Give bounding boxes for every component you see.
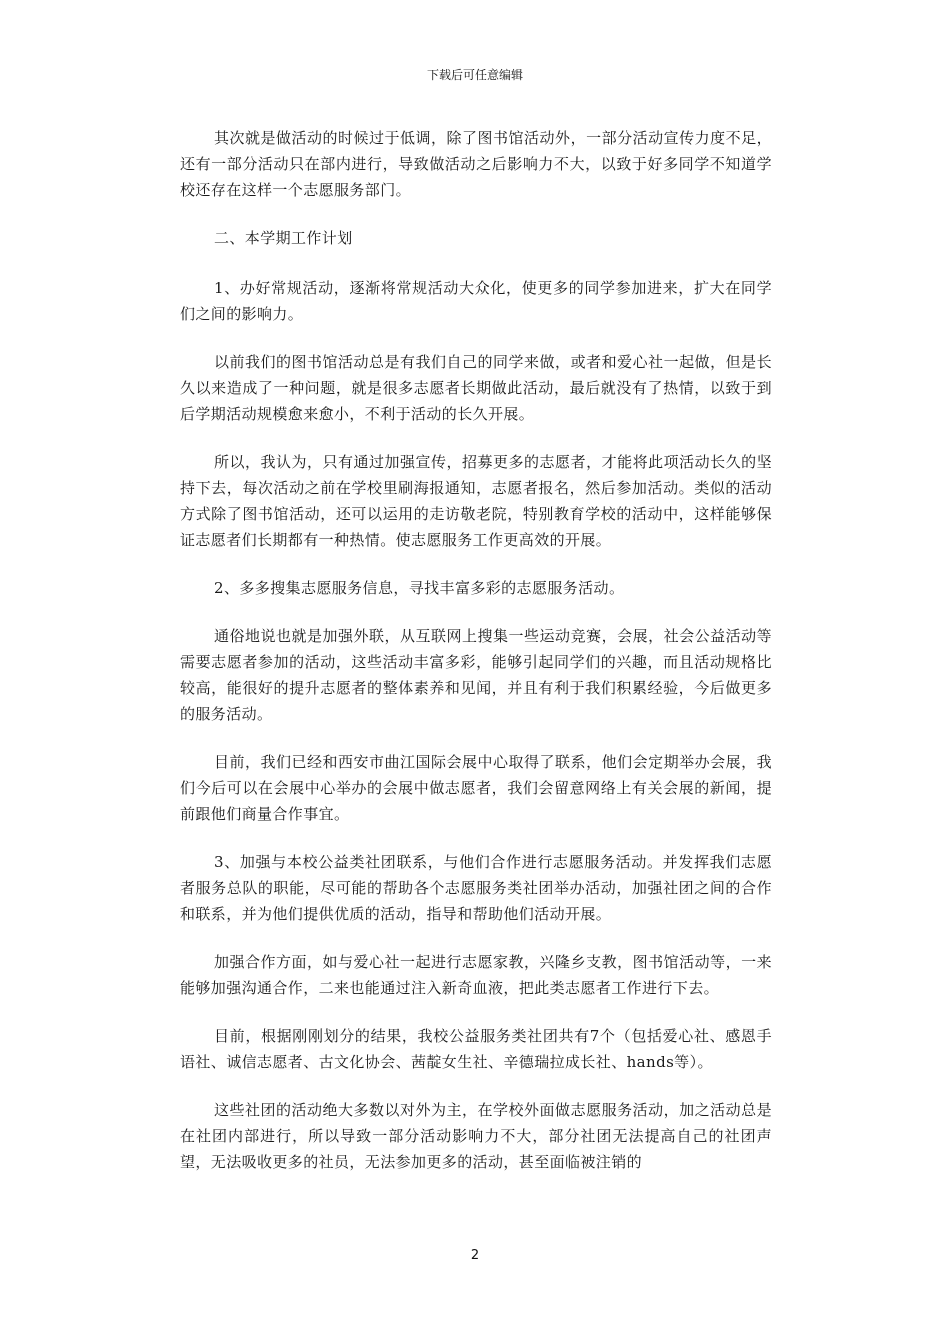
paragraph: 这些社团的活动绝大多数以对外为主，在学校外面做志愿服务活动，加之活动总是在社团内部进行，所以导致一部分活动影响力不大，部分社团无法提高自己的社团声望，无法吸收更多的社员，无法参加更多的活动，甚至面临被注销的 bbox=[180, 1101, 772, 1171]
document-body bbox=[180, 125, 772, 1197]
paragraph: 通俗地说也就是加强外联，从互联网上搜集一些运动竞赛，会展，社会公益活动等需要志愿者参加的活动，这些活动丰富多彩，能够引起同学们的兴趣，而且活动规格比较高，能很好的提升志愿者的整体素养和见闻，并且有利于我们积累经验，今后做更多的服务活动。 bbox=[180, 627, 772, 723]
paragraph: 目前，根据刚刚划分的结果，我校公益服务类社团共有7个（包括爱心社、感恩手语社、诚信志愿者、古文化协会、茜靛女生社、辛德瑞拉成长社、hands等）。 bbox=[180, 1027, 772, 1071]
paragraph: 3、加强与本校公益类社团联系，与他们合作进行志愿服务活动。并发挥我们志愿者服务总队的职能，尽可能的帮助各个志愿服务类社团举办活动，加强社团之间的合作和联系，并为他们提供优质的活动，指导和帮助他们活动开展。 bbox=[180, 853, 772, 923]
paragraph: 2、多多搜集志愿服务信息，寻找丰富多彩的志愿服务活动。 bbox=[214, 579, 625, 597]
section-heading: 二、本学期工作计划 bbox=[214, 229, 353, 247]
paragraph: 其次就是做活动的时候过于低调，除了图书馆活动外，一部分活动宣传力度不足，还有一部分活动只在部内进行，导致做活动之后影响力不大，以致于好多同学不知道学校还存在这样一个志愿服务部门。 bbox=[180, 129, 772, 199]
page-number: 2 bbox=[470, 1248, 480, 1263]
paragraph: 目前，我们已经和西安市曲江国际会展中心取得了联系，他们会定期举办会展，我们今后可以在会展中心举办的会展中做志愿者，我们会留意网络上有关会展的新闻，提前跟他们商量合作事宜。 bbox=[180, 753, 772, 823]
page-header: 下载后可任意编辑 bbox=[426, 68, 523, 82]
paragraph: 以前我们的图书馆活动总是有我们自己的同学来做，或者和爱心社一起做，但是长久以来造成了一种问题，就是很多志愿者长期做此活动，最后就没有了热情，以致于到后学期活动规模愈来愈小，不利于活动的长久开展。 bbox=[180, 353, 772, 423]
paragraph: 加强合作方面，如与爱心社一起进行志愿家教，兴隆乡支教，图书馆活动等，一来能够加强沟通合作，二来也能通过注入新奇血液，把此类志愿者工作进行下去。 bbox=[180, 953, 772, 997]
paragraph: 所以，我认为，只有通过加强宣传，招募更多的志愿者，才能将此项活动长久的坚持下去，每次活动之前在学校里刷海报通知，志愿者报名，然后参加活动。类似的活动方式除了图书馆活动，还可以运用的走访敬老院，特别教育学校的活动中，这样能够保证志愿者们长期都有一种热情。使志愿服务工作更高效的开展。 bbox=[180, 453, 772, 549]
paragraph: 1、办好常规活动，逐渐将常规活动大众化，使更多的同学参加进来，扩大在同学们之间的影响力。 bbox=[180, 279, 772, 323]
